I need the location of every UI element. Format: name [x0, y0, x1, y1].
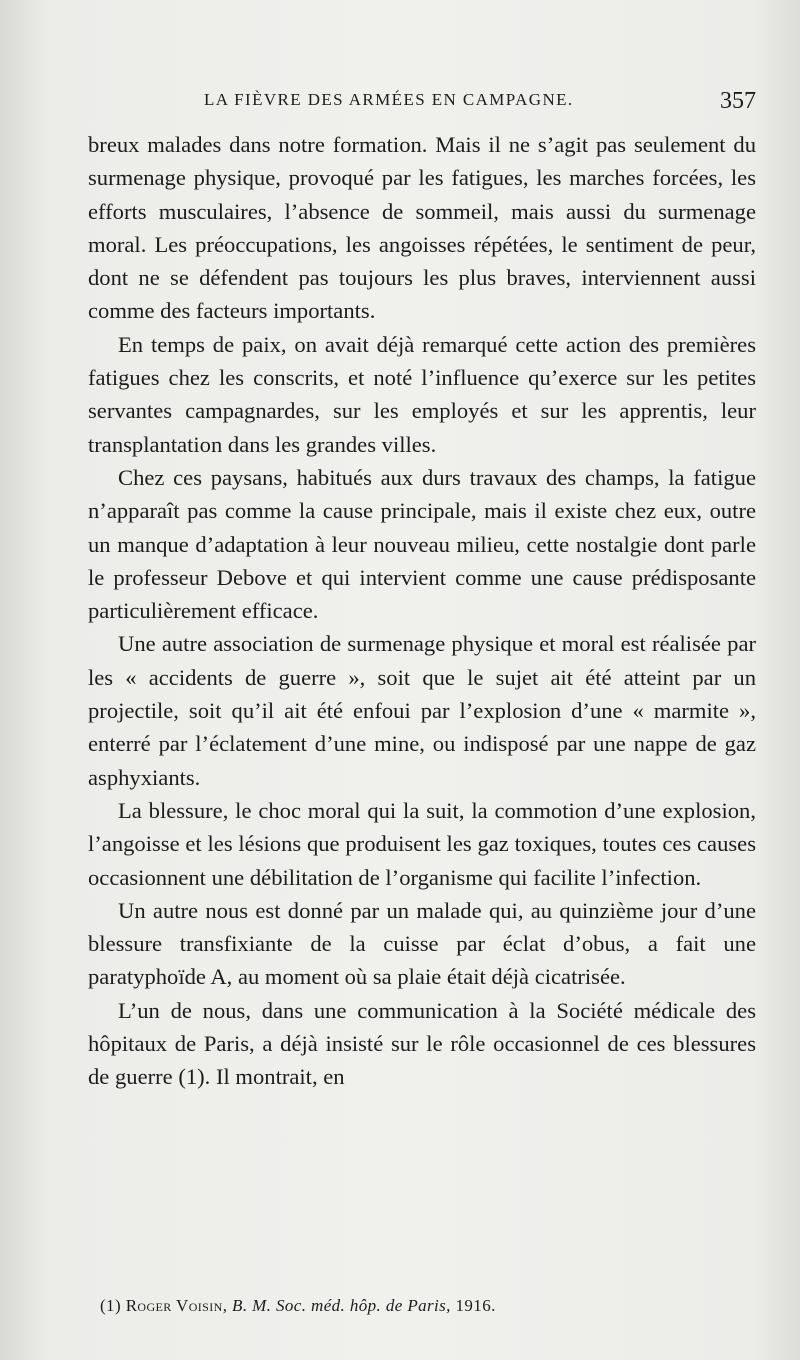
footnote	[100, 1296, 496, 1316]
paragraph: Chez ces paysans, habitués aux durs travaux des champs, la fatigue n’apparaît pas comme la cause principale, mais il existe chez eux, outre un manque d’adaptation à leur nouveau milieu, cette nostalgie dont parle le professeur Debove et qui intervient comme une cause prédisposante particulièrement efficace.	[88, 464, 756, 624]
paragraph: L’un de nous, dans une communication à la Société médicale des hôpitaux de Paris, a déjà insisté sur le rôle occasionnel de ces blessures de guerre (1). Il montrait, en	[88, 997, 756, 1090]
paragraph: Un autre nous est donné par un malade qui, au quinzième jour d’une blessure transfixiante de la cuisse par éclat d’obus, a fait une paratyphoïde A, au moment où sa plaie était déjà cicatrisée.	[88, 897, 756, 990]
paragraph: Une autre association de surmenage physique et moral est réalisée par les « accidents de guerre », soit que le sujet ait été atteint par un projectile, soit qu’il ait été enfoui par l’explosion d’une « marmite », enterré par l’éclatement d’une mine, ou indisposé par une nappe de gaz asphyxiants.	[88, 631, 756, 790]
footnote-marker: (1)	[100, 1296, 122, 1315]
paragraph: breux malades dans notre formation. Mais il ne s’agit pas seulement du surmenage physique, provoqué par les fatigues, les marches forcées, les efforts musculaires, l’absence de sommeil, mais aussi du surmenage moral. Les préoccupations, les angoisses répétées, le sentiment de peur, dont ne se défendent pas toujours les plus braves, interviennent aussi comme des facteurs importants.	[88, 132, 756, 324]
paragraph: En temps de paix, on avait déjà remarqué cette action des premières fatigues chez les conscrits, et noté l’influence qu’exerce sur les petites servantes campagnardes, sur les employés et sur les apprentis, leur transplantation dans les grandes villes.	[88, 331, 756, 457]
running-title: LA FIÈVRE DES ARMÉES EN CAMPAGNE.	[204, 90, 574, 109]
footnote-author: Roger Voisin,	[125, 1296, 228, 1315]
footnote-reference: B. M. Soc. méd. hôp. de Paris,	[232, 1296, 451, 1315]
page-number: 357	[720, 88, 756, 114]
body-text	[88, 128, 756, 1094]
footnote-year: 1916.	[455, 1296, 496, 1315]
paragraph: La blessure, le choc moral qui la suit, la commotion d’une explosion, l’angoisse et les lésions que produisent les gaz toxiques, toutes ces causes occasionnent une débilitation de l’organisme qui facilite l’infection.	[88, 797, 756, 890]
page-header	[88, 88, 756, 124]
